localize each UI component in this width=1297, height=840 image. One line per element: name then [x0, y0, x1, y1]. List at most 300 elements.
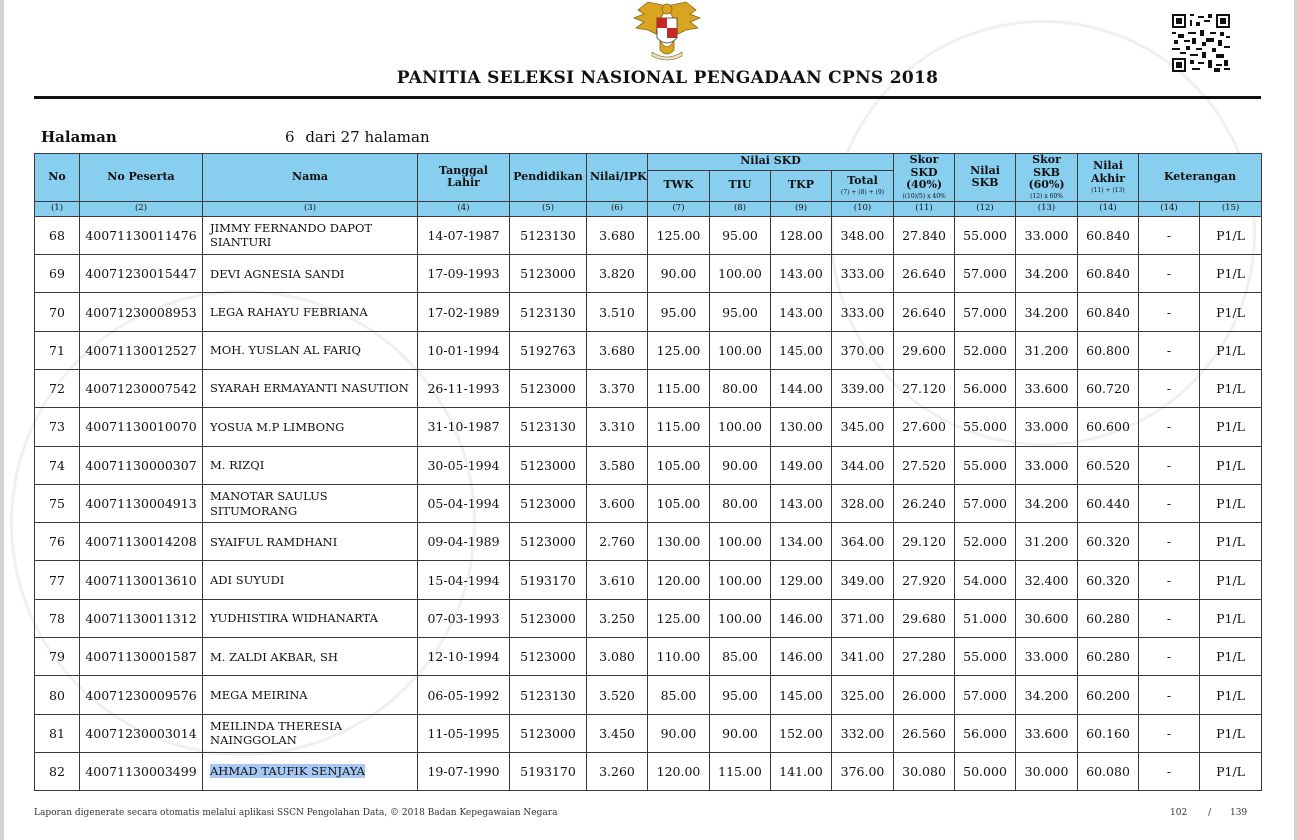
cell-twk: 105.00	[648, 446, 710, 484]
cell-nilai-akhir: 60.840	[1078, 216, 1139, 254]
cell-tkp: 145.00	[771, 331, 832, 369]
column-number: (12)	[955, 201, 1016, 216]
cell-skor-skd: 27.120	[894, 370, 955, 408]
cell-skor-skb: 34.200	[1016, 255, 1078, 293]
cell-twk: 125.00	[648, 216, 710, 254]
cell-tiu: 95.00	[710, 216, 771, 254]
cell-twk: 115.00	[648, 370, 710, 408]
table-row	[35, 484, 1262, 522]
column-number: (14)	[1139, 201, 1200, 216]
cell-tanggal-lahir: 19-07-1990	[418, 752, 510, 790]
cell-nilai-skb: 57.000	[955, 676, 1016, 714]
header-nama: Nama	[203, 154, 418, 202]
cell-total: 333.00	[832, 255, 894, 293]
footer-note: Laporan digenerate secara otomatis melalui aplikasi SSCN Pengolahan Data, © 2018 Badan Kepegawaian Negara	[34, 808, 558, 818]
cell-total: 364.00	[832, 523, 894, 561]
cell-status: P1/L	[1200, 408, 1262, 446]
cell-total: 328.00	[832, 484, 894, 522]
cell-tkp: 143.00	[771, 293, 832, 331]
cell-status: P1/L	[1200, 293, 1262, 331]
cell-status: P1/L	[1200, 714, 1262, 752]
cell-keterangan: -	[1139, 752, 1200, 790]
cell-no-peserta: 40071130012527	[80, 331, 203, 369]
header-nilai-akhir	[1078, 154, 1139, 202]
cell-tiu: 85.00	[710, 638, 771, 676]
cell-status: P1/L	[1200, 446, 1262, 484]
cell-tiu: 115.00	[710, 752, 771, 790]
cell-no-peserta: 40071130011312	[80, 599, 203, 637]
participant-name: M. RIZQI	[210, 458, 265, 473]
cell-skor-skb: 31.200	[1016, 331, 1078, 369]
cell-skor-skd: 26.560	[894, 714, 955, 752]
participant-name: DEVI AGNESIA SANDI	[210, 266, 345, 281]
cell-nilai-ipk: 3.580	[587, 446, 648, 484]
cell-tanggal-lahir: 10-01-1994	[418, 331, 510, 369]
cell-twk: 105.00	[648, 484, 710, 522]
header-keterangan: Keterangan	[1139, 154, 1262, 202]
cell-skor-skd: 27.600	[894, 408, 955, 446]
footer-page-separator: /	[1208, 808, 1212, 818]
cell-pendidikan: 5123000	[510, 370, 587, 408]
header-twk: TWK	[648, 170, 710, 201]
column-number: (8)	[710, 201, 771, 216]
header-skor-skb-formula: (12) x 60%	[1030, 192, 1063, 200]
cell-tkp: 143.00	[771, 255, 832, 293]
cell-status: P1/L	[1200, 638, 1262, 676]
cell-pendidikan: 5123000	[510, 638, 587, 676]
cell-pendidikan: 5123130	[510, 408, 587, 446]
cell-tiu: 100.00	[710, 255, 771, 293]
cell-nama	[203, 561, 418, 599]
column-number: (9)	[771, 201, 832, 216]
qr-code-icon	[1172, 14, 1230, 72]
table-row	[35, 599, 1262, 637]
cell-nilai-skb: 57.000	[955, 484, 1016, 522]
cell-skor-skd: 27.920	[894, 561, 955, 599]
cell-nama	[203, 446, 418, 484]
cell-total: 341.00	[832, 638, 894, 676]
cell-nilai-akhir: 60.840	[1078, 255, 1139, 293]
cell-nilai-ipk: 3.610	[587, 561, 648, 599]
column-number: (11)	[894, 201, 955, 216]
cell-tanggal-lahir: 14-07-1987	[418, 216, 510, 254]
cell-skor-skb: 33.000	[1016, 216, 1078, 254]
column-number: (1)	[35, 201, 80, 216]
page-label: Halaman	[41, 128, 117, 146]
column-number: (14)	[1078, 201, 1139, 216]
cell-no: 69	[35, 255, 80, 293]
cell-no: 78	[35, 599, 80, 637]
cell-tkp: 128.00	[771, 216, 832, 254]
cell-skor-skb: 30.600	[1016, 599, 1078, 637]
cell-twk: 110.00	[648, 638, 710, 676]
page-indicator	[285, 128, 436, 146]
cell-pendidikan: 5123000	[510, 446, 587, 484]
cell-skor-skb: 31.200	[1016, 523, 1078, 561]
cell-nama	[203, 638, 418, 676]
cell-keterangan: -	[1139, 370, 1200, 408]
cell-no-peserta: 40071230003014	[80, 714, 203, 752]
cell-tiu: 100.00	[710, 599, 771, 637]
page-edge-left	[0, 0, 4, 840]
cell-skor-skd: 27.520	[894, 446, 955, 484]
header-tiu: TIU	[710, 170, 771, 201]
table-row	[35, 561, 1262, 599]
page-title: PANITIA SELEKSI NASIONAL PENGADAAN CPNS 2018	[396, 68, 939, 88]
cell-twk: 120.00	[648, 752, 710, 790]
cell-tiu: 100.00	[710, 561, 771, 599]
cell-nilai-akhir: 60.280	[1078, 599, 1139, 637]
table-row	[35, 293, 1262, 331]
cell-nilai-ipk: 3.310	[587, 408, 648, 446]
cell-tanggal-lahir: 11-05-1995	[418, 714, 510, 752]
cell-status: P1/L	[1200, 484, 1262, 522]
cell-twk: 130.00	[648, 523, 710, 561]
cell-status: P1/L	[1200, 523, 1262, 561]
header-no-peserta: No Peserta	[80, 154, 203, 202]
cell-no-peserta: 40071230015447	[80, 255, 203, 293]
cell-skor-skd: 27.840	[894, 216, 955, 254]
cell-skor-skd: 26.000	[894, 676, 955, 714]
column-number: (13)	[1016, 201, 1078, 216]
cell-nilai-ipk: 3.520	[587, 676, 648, 714]
table-row	[35, 446, 1262, 484]
cell-nilai-akhir: 60.520	[1078, 446, 1139, 484]
cell-total: 370.00	[832, 331, 894, 369]
cell-skor-skb: 33.600	[1016, 370, 1078, 408]
cell-no-peserta: 40071130010070	[80, 408, 203, 446]
participant-name: ADI SUYUDI	[210, 572, 285, 587]
cell-nilai-ipk: 3.370	[587, 370, 648, 408]
cell-nilai-ipk: 3.820	[587, 255, 648, 293]
cell-nilai-skb: 57.000	[955, 255, 1016, 293]
cell-nama	[203, 331, 418, 369]
header-no: No	[35, 154, 80, 202]
header-tanggal-lahir: Tanggal Lahir	[418, 154, 510, 202]
cell-twk: 120.00	[648, 561, 710, 599]
cell-tiu: 95.00	[710, 293, 771, 331]
cell-twk: 115.00	[648, 408, 710, 446]
header-total	[832, 170, 894, 201]
cell-keterangan: -	[1139, 714, 1200, 752]
cell-keterangan: -	[1139, 561, 1200, 599]
cell-pendidikan: 5123130	[510, 216, 587, 254]
cell-tiu: 90.00	[710, 446, 771, 484]
cell-no-peserta: 40071130013610	[80, 561, 203, 599]
cell-pendidikan: 5192763	[510, 331, 587, 369]
cell-nama	[203, 714, 418, 752]
header-skor-skd-label: Skor SKD (40%)	[905, 153, 943, 192]
cell-twk: 85.00	[648, 676, 710, 714]
cell-pendidikan: 5193170	[510, 752, 587, 790]
cell-skor-skd: 30.080	[894, 752, 955, 790]
page-current: 6	[285, 128, 295, 146]
header-skor-skb	[1016, 154, 1078, 202]
cell-nilai-ipk: 3.260	[587, 752, 648, 790]
cell-no: 74	[35, 446, 80, 484]
cell-no-peserta: 40071130001587	[80, 638, 203, 676]
cell-nilai-skb: 55.000	[955, 408, 1016, 446]
cell-nilai-skb: 52.000	[955, 331, 1016, 369]
cell-no: 68	[35, 216, 80, 254]
cell-pendidikan: 5123130	[510, 676, 587, 714]
cell-no-peserta: 40071230009576	[80, 676, 203, 714]
cell-keterangan: -	[1139, 216, 1200, 254]
cell-tkp: 143.00	[771, 484, 832, 522]
cell-tiu: 95.00	[710, 676, 771, 714]
cell-twk: 95.00	[648, 293, 710, 331]
cell-skor-skb: 33.600	[1016, 714, 1078, 752]
cell-status: P1/L	[1200, 255, 1262, 293]
participant-name: M. ZALDI AKBAR, SH	[210, 649, 338, 664]
cell-tanggal-lahir: 06-05-1992	[418, 676, 510, 714]
cell-tanggal-lahir: 17-09-1993	[418, 255, 510, 293]
cell-tkp: 134.00	[771, 523, 832, 561]
cell-pendidikan: 5123000	[510, 255, 587, 293]
cell-no-peserta: 40071130004913	[80, 484, 203, 522]
cell-keterangan: -	[1139, 484, 1200, 522]
cell-skor-skd: 29.680	[894, 599, 955, 637]
cell-tiu: 80.00	[710, 484, 771, 522]
cell-status: P1/L	[1200, 752, 1262, 790]
header-total-label: Total	[847, 173, 878, 187]
column-number: (4)	[418, 201, 510, 216]
cell-nilai-skb: 51.000	[955, 599, 1016, 637]
header-tkp: TKP	[771, 170, 832, 201]
header-skor-skb-label: Skor SKB (60%)	[1028, 153, 1065, 192]
cell-keterangan: -	[1139, 523, 1200, 561]
cell-skor-skb: 34.200	[1016, 293, 1078, 331]
cell-nilai-akhir: 60.160	[1078, 714, 1139, 752]
table-row	[35, 714, 1262, 752]
column-number-row	[35, 201, 1262, 216]
cell-tiu: 90.00	[710, 714, 771, 752]
table-row	[35, 331, 1262, 369]
cell-total: 349.00	[832, 561, 894, 599]
cell-tanggal-lahir: 17-02-1989	[418, 293, 510, 331]
cell-nilai-akhir: 60.280	[1078, 638, 1139, 676]
cell-skor-skd: 26.240	[894, 484, 955, 522]
cell-status: P1/L	[1200, 216, 1262, 254]
garuda-emblem-icon	[630, 0, 704, 64]
cell-pendidikan: 5123000	[510, 599, 587, 637]
cell-nilai-skb: 57.000	[955, 293, 1016, 331]
footer-page-total: 139	[1229, 808, 1248, 818]
header-skor-skd-formula: ((10)/5) x 40%	[902, 192, 946, 200]
cell-no: 80	[35, 676, 80, 714]
cell-status: P1/L	[1200, 370, 1262, 408]
cell-skor-skd: 26.640	[894, 255, 955, 293]
cell-tkp: 152.00	[771, 714, 832, 752]
cell-nilai-akhir: 60.800	[1078, 331, 1139, 369]
cell-no: 70	[35, 293, 80, 331]
cell-pendidikan: 5123000	[510, 523, 587, 561]
cell-keterangan: -	[1139, 599, 1200, 637]
cell-tkp: 146.00	[771, 599, 832, 637]
cell-nilai-ipk: 3.680	[587, 216, 648, 254]
cell-nilai-ipk: 3.250	[587, 599, 648, 637]
cell-tanggal-lahir: 07-03-1993	[418, 599, 510, 637]
cell-nilai-skb: 54.000	[955, 561, 1016, 599]
cell-total: 345.00	[832, 408, 894, 446]
cell-skor-skb: 33.000	[1016, 446, 1078, 484]
cell-tiu: 100.00	[710, 331, 771, 369]
cell-twk: 90.00	[648, 255, 710, 293]
cell-skor-skb: 34.200	[1016, 484, 1078, 522]
participant-name: JIMMY FERNANDO DAPOT SIANTURI	[210, 221, 373, 250]
cell-nilai-ipk: 3.080	[587, 638, 648, 676]
cell-tiu: 100.00	[710, 523, 771, 561]
header-pendidikan: Pendidikan	[510, 154, 587, 202]
cell-tkp: 141.00	[771, 752, 832, 790]
cell-nilai-skb: 56.000	[955, 370, 1016, 408]
cell-nama	[203, 216, 418, 254]
header-nilai-skb: Nilai SKB	[955, 154, 1016, 202]
cell-no: 71	[35, 331, 80, 369]
table-row	[35, 216, 1262, 254]
column-number: (3)	[203, 201, 418, 216]
cell-keterangan: -	[1139, 255, 1200, 293]
cell-skor-skd: 27.280	[894, 638, 955, 676]
cell-status: P1/L	[1200, 331, 1262, 369]
footer-page-counter	[1170, 808, 1247, 818]
participant-name: AHMAD TAUFIK SENJAYA	[210, 764, 365, 779]
table-row	[35, 408, 1262, 446]
cell-tanggal-lahir: 26-11-1993	[418, 370, 510, 408]
cell-nilai-skb: 55.000	[955, 446, 1016, 484]
cell-no: 81	[35, 714, 80, 752]
cell-skor-skd: 29.600	[894, 331, 955, 369]
cell-skor-skd: 29.120	[894, 523, 955, 561]
cell-keterangan: -	[1139, 293, 1200, 331]
table-row	[35, 752, 1262, 790]
cell-nilai-ipk: 3.600	[587, 484, 648, 522]
cell-nilai-akhir: 60.320	[1078, 561, 1139, 599]
cell-tkp: 144.00	[771, 370, 832, 408]
cell-total: 371.00	[832, 599, 894, 637]
cell-total: 339.00	[832, 370, 894, 408]
cell-tanggal-lahir: 30-05-1994	[418, 446, 510, 484]
cell-status: P1/L	[1200, 599, 1262, 637]
cell-skor-skd: 26.640	[894, 293, 955, 331]
cell-status: P1/L	[1200, 676, 1262, 714]
table-row	[35, 370, 1262, 408]
header-total-formula: (7) + (8) + (9)	[840, 188, 885, 196]
column-number: (6)	[587, 201, 648, 216]
cell-nama	[203, 484, 418, 522]
cell-nilai-skb: 52.000	[955, 523, 1016, 561]
cell-total: 333.00	[832, 293, 894, 331]
participant-name: LEGA RAHAYU FEBRIANA	[210, 304, 368, 319]
cell-nama	[203, 255, 418, 293]
cell-tanggal-lahir: 15-04-1994	[418, 561, 510, 599]
cell-skor-skb: 33.000	[1016, 638, 1078, 676]
cell-nama	[203, 599, 418, 637]
cell-no: 75	[35, 484, 80, 522]
cell-total: 348.00	[832, 216, 894, 254]
participant-name: SYARAH ERMAYANTI NASUTION	[210, 381, 409, 396]
cell-no: 72	[35, 370, 80, 408]
header-divider	[34, 96, 1261, 99]
footer-page-current: 102	[1170, 808, 1188, 818]
cell-total: 332.00	[832, 714, 894, 752]
table-row	[35, 638, 1262, 676]
cell-nilai-akhir: 60.840	[1078, 293, 1139, 331]
cell-twk: 90.00	[648, 714, 710, 752]
table-row	[35, 255, 1262, 293]
cell-no-peserta: 40071130000307	[80, 446, 203, 484]
table-row	[35, 523, 1262, 561]
column-number: (10)	[832, 201, 894, 216]
cell-nilai-skb: 50.000	[955, 752, 1016, 790]
column-number: (7)	[648, 201, 710, 216]
cell-nilai-skb: 55.000	[955, 638, 1016, 676]
cell-tiu: 80.00	[710, 370, 771, 408]
cell-keterangan: -	[1139, 408, 1200, 446]
header-nilai-ipk: Nilai/IPK	[587, 154, 648, 202]
cell-no: 77	[35, 561, 80, 599]
cell-no-peserta: 40071130003499	[80, 752, 203, 790]
cell-tkp: 145.00	[771, 676, 832, 714]
participant-name: YOSUA M.P LIMBONG	[210, 419, 345, 434]
participant-name: YUDHISTIRA WIDHANARTA	[210, 611, 378, 626]
cell-nilai-ipk: 3.510	[587, 293, 648, 331]
cell-nilai-akhir: 60.320	[1078, 523, 1139, 561]
header-nilai-akhir-formula: (11) + (13)	[1091, 186, 1125, 194]
cell-tanggal-lahir: 05-04-1994	[418, 484, 510, 522]
cell-tkp: 129.00	[771, 561, 832, 599]
participant-name: MOH. YUSLAN AL FARIQ	[210, 343, 361, 358]
cell-nilai-akhir: 60.720	[1078, 370, 1139, 408]
cell-nilai-ipk: 2.760	[587, 523, 648, 561]
cell-nama	[203, 676, 418, 714]
cell-no: 82	[35, 752, 80, 790]
participant-name: MEGA MEIRINA	[210, 687, 308, 702]
cell-status: P1/L	[1200, 561, 1262, 599]
cell-no: 76	[35, 523, 80, 561]
cell-nama	[203, 370, 418, 408]
cell-twk: 125.00	[648, 599, 710, 637]
column-number: (2)	[80, 201, 203, 216]
cell-tiu: 100.00	[710, 408, 771, 446]
cell-tkp: 146.00	[771, 638, 832, 676]
participant-name: MEILINDA THERESIA NAINGGOLAN	[210, 718, 343, 748]
cell-pendidikan: 5193170	[510, 561, 587, 599]
cell-no-peserta: 40071230007542	[80, 370, 203, 408]
cell-nilai-skb: 55.000	[955, 216, 1016, 254]
cell-nilai-akhir: 60.600	[1078, 408, 1139, 446]
cell-nama	[203, 523, 418, 561]
cell-nilai-skb: 56.000	[955, 714, 1016, 752]
cell-nilai-ipk: 3.680	[587, 331, 648, 369]
cell-pendidikan: 5123000	[510, 484, 587, 522]
cell-skor-skb: 33.000	[1016, 408, 1078, 446]
cell-tkp: 130.00	[771, 408, 832, 446]
cell-total: 344.00	[832, 446, 894, 484]
cell-nilai-ipk: 3.450	[587, 714, 648, 752]
cell-nama	[203, 408, 418, 446]
table-body	[35, 216, 1262, 790]
cell-total: 325.00	[832, 676, 894, 714]
cell-no-peserta: 40071230008953	[80, 293, 203, 331]
cell-tanggal-lahir: 09-04-1989	[418, 523, 510, 561]
cell-tanggal-lahir: 12-10-1994	[418, 638, 510, 676]
header-nilai-akhir-label: Nilai Akhir	[1090, 159, 1126, 185]
header-skor-skd	[894, 154, 955, 202]
cell-nilai-akhir: 60.200	[1078, 676, 1139, 714]
header-nilai-skd: Nilai SKD	[648, 154, 894, 171]
cell-nama	[203, 293, 418, 331]
